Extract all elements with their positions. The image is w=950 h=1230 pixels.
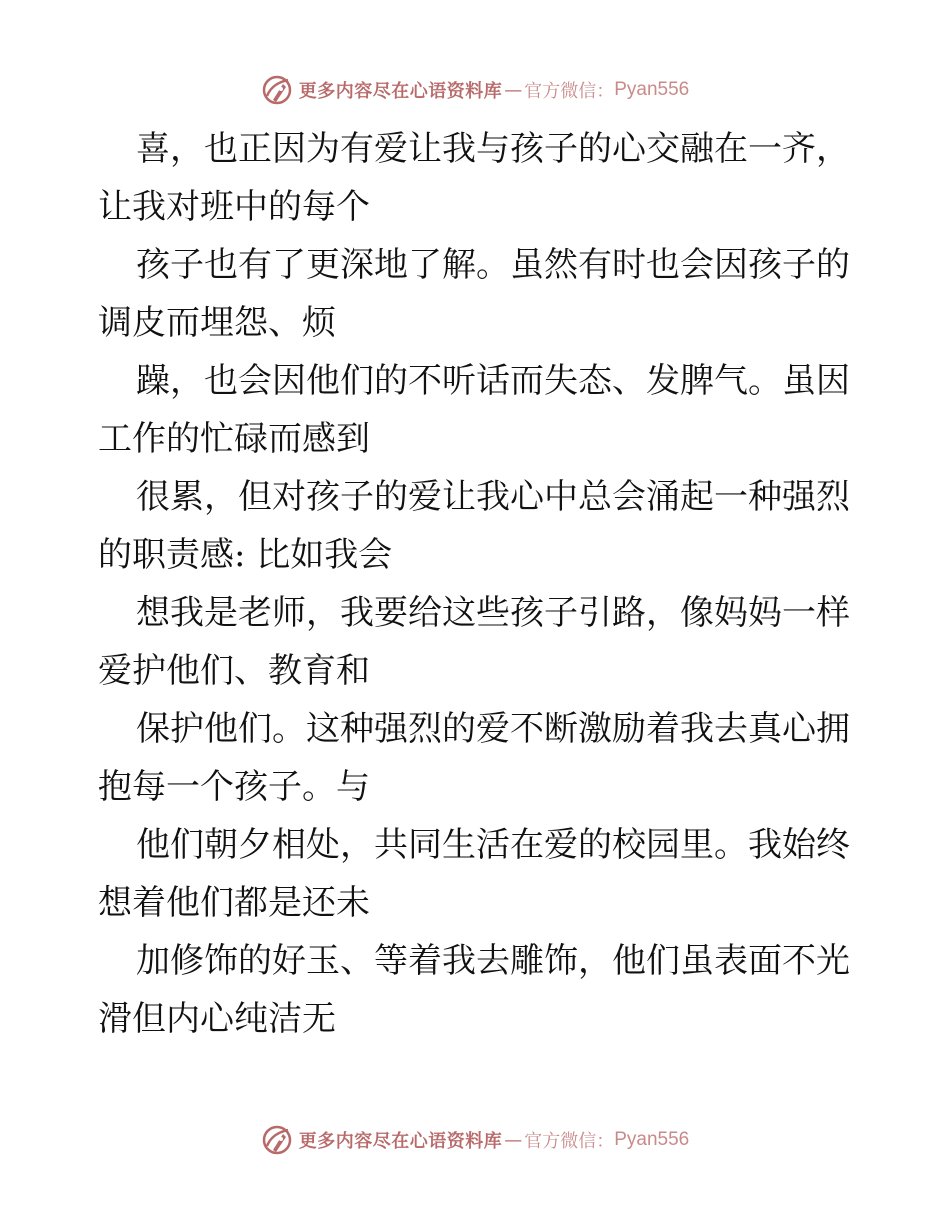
body-line-13: 他们朝夕相处，共同生活在爱的校园里。我始终 — [136, 825, 850, 865]
footer-wechat-label: 官方微信： — [524, 1131, 615, 1152]
body-line-2: 让我对班中的每个 — [98, 187, 370, 227]
body-line-7: 很累，但对孩子的爱让我心中总会涌起一种强烈 — [136, 477, 850, 517]
brand-logo-icon — [261, 1124, 293, 1156]
body-line-14: 想着他们都是还未 — [98, 883, 370, 923]
body-line-11: 保护他们。这种强烈的爱不断激励着我去真心拥 — [136, 709, 850, 749]
body-line-6: 工作的忙碌而感到 — [98, 419, 370, 459]
body-line-4: 调皮而埋怨、烦 — [98, 303, 336, 343]
header-wechat-id: Pyan556 — [614, 79, 690, 100]
footer-wechat-id: Pyan556 — [614, 1129, 690, 1150]
header-banner — [0, 70, 950, 110]
header-wechat-label: 官方微信： — [524, 81, 615, 102]
body-line-10: 爱护他们、教育和 — [98, 651, 370, 691]
body-line-16: 滑但内心纯洁无 — [98, 999, 336, 1039]
footer-banner — [0, 1120, 950, 1160]
document-body — [98, 120, 858, 1048]
footer-title: 更多内容尽在心语资料库 — [298, 1131, 503, 1152]
body-line-15: 加修饰的好玉、等着我去雕饰，他们虽表面不光 — [136, 941, 850, 981]
header-title: 更多内容尽在心语资料库 — [298, 81, 503, 102]
header-dash: — — [504, 79, 523, 101]
footer-dash: — — [504, 1129, 523, 1151]
body-line-1: 喜，也正因为有爱让我与孩子的心交融在一齐， — [136, 129, 850, 169]
body-line-3: 孩子也有了更深地了解。虽然有时也会因孩子的 — [136, 245, 850, 285]
body-line-12: 抱每一个孩子。与 — [98, 767, 370, 807]
brand-logo-icon — [261, 74, 293, 106]
body-line-8: 的职责感: 比如我会 — [98, 535, 393, 575]
body-line-9: 想我是老师，我要给这些孩子引路，像妈妈一样 — [136, 593, 850, 633]
body-line-5: 躁，也会因他们的不听话而失态、发脾气。虽因 — [136, 361, 850, 401]
